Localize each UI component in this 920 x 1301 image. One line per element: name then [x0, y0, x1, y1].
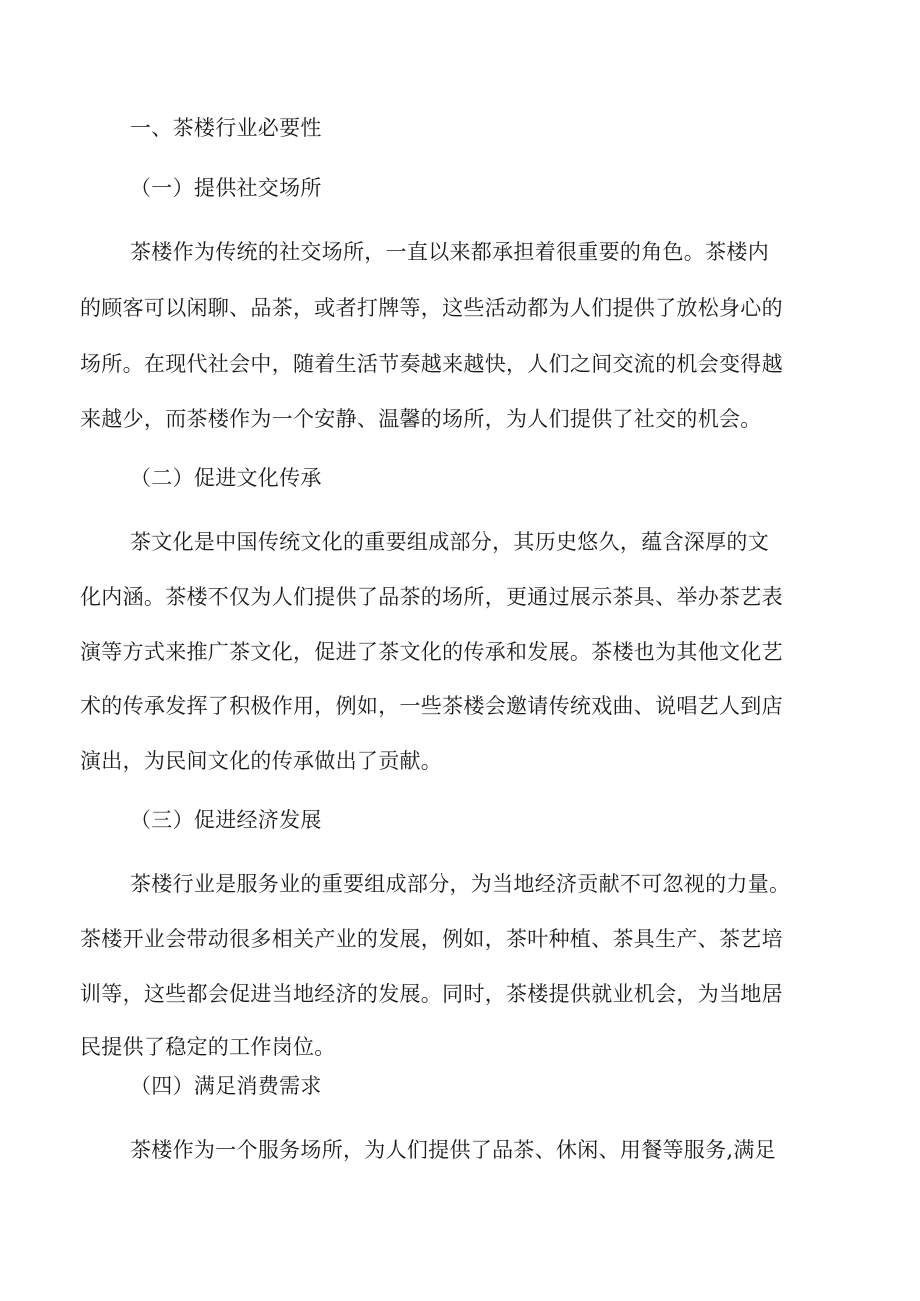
- paragraph-2-line-2: 化内涵。茶楼不仅为人们提供了品茶的场所，更通过展示茶具、举办茶艺表: [80, 585, 783, 609]
- paragraph-3-line-1: 茶楼行业是服务业的重要组成部分，为当地经济贡献不可忽视的力量。: [130, 872, 791, 896]
- paragraph-1-line-2: 的顾客可以闲聊、品茶，或者打牌等，这些活动都为人们提供了放松身心的: [80, 296, 783, 320]
- paragraph-2-line-4: 术的传承发挥了积极作用，例如，一些茶楼会邀请传统戏曲、说唱艺人到店: [80, 694, 783, 718]
- paragraph-3-line-4: 民提供了稳定的工作岗位。: [80, 1035, 336, 1059]
- paragraph-2-line-1: 茶文化是中国传统文化的重要组成部分，其历史悠久，蕴含深厚的文: [130, 530, 769, 554]
- paragraph-3-line-3: 训等，这些都会促进当地经济的发展。同时，茶楼提供就业机会，为当地居: [80, 982, 783, 1006]
- subsection-heading-4: （四）满足消费需求: [130, 1074, 322, 1098]
- paragraph-1-line-4: 来越少，而茶楼作为一个安静、温馨的场所，为人们提供了社交的机会。: [80, 407, 762, 431]
- subsection-heading-1: （一）提供社交场所: [130, 176, 322, 200]
- section-title: 一、茶楼行业必要性: [130, 116, 322, 140]
- paragraph-2-line-5: 演出，为民间文化的传承做出了贡献。: [80, 749, 443, 773]
- subsection-heading-2: （二）促进文化传承: [130, 466, 322, 490]
- subsection-heading-3: （三）促进经济发展: [130, 808, 322, 832]
- paragraph-3-line-2: 茶楼开业会带动很多相关产业的发展，例如，茶叶种植、茶具生产、茶艺培: [80, 927, 783, 951]
- paragraph-1-line-1: 茶楼作为传统的社交场所，一直以来都承担着很重要的角色。茶楼内: [130, 240, 769, 264]
- paragraph-4-line-1: 茶楼作为一个服务场所，为人们提供了品茶、休闲、用餐等服务,满足: [130, 1138, 776, 1162]
- paragraph-1-line-3: 场所。在现代社会中，随着生活节奏越来越快，人们之间交流的机会变得越: [80, 352, 783, 376]
- paragraph-2-line-3: 演等方式来推广茶文化，促进了茶文化的传承和发展。茶楼也为其他文化艺: [80, 640, 783, 664]
